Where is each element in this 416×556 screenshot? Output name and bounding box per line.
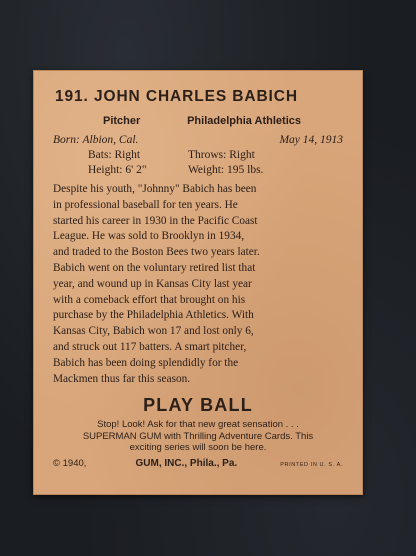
promo-line: SUPERMAN GUM with Thrilling Adventure Cards. This	[82, 430, 314, 442]
bats-throws-row	[53, 148, 343, 163]
bio-line: with a comeback effort that brought on his	[53, 293, 246, 306]
team: Philadelphia Athletics	[187, 115, 301, 127]
brand-heading: PLAY BALL	[143, 395, 253, 416]
height: Height: 6' 2"	[88, 164, 147, 176]
card-footer	[53, 458, 343, 469]
promo-line: exciting series will soon be here.	[129, 442, 267, 454]
bio-line: Kansas City, Babich won 17 and lost only 6,	[53, 325, 254, 338]
promo-text	[53, 419, 343, 454]
height-weight-row	[53, 163, 343, 178]
position-team-row	[53, 114, 343, 129]
birth-date: May 14, 1913	[279, 134, 343, 146]
bio-line: in professional baseball for ten years. He	[53, 198, 238, 211]
birthplace: Born: Albion, Cal.	[53, 134, 139, 146]
printed-notice: PRINTED IN U. S. A.	[280, 461, 343, 468]
baseball-card-back	[33, 70, 363, 495]
biography	[53, 182, 343, 387]
throws: Throws: Right	[188, 149, 255, 161]
bio-line: and struck out 117 batters. A smart pitcher,	[53, 340, 247, 353]
copyright: © 1940,	[53, 457, 87, 469]
bio-line: purchase by the Philadelphia Athletics. With	[53, 309, 254, 322]
bio-line: and traded to the Boston Bees two years later.	[53, 246, 260, 259]
card-title: 191. JOHN CHARLES BABICH	[55, 88, 298, 105]
weight: Weight: 195 lbs.	[188, 164, 264, 176]
bio-line: League. He was sold to Brooklyn in 1934,	[53, 230, 245, 243]
bio-line: Despite his youth, "Johnny" Babich has been	[53, 183, 257, 195]
position: Pitcher	[103, 115, 141, 127]
promo-line: Stop! Look! Ask for that new great sensation . . .	[97, 419, 299, 431]
bio-line: Mackmen thus far this season.	[53, 372, 191, 385]
bio-line: Babich went on the voluntary retired list that	[53, 261, 256, 274]
bio-line: Babich has been doing splendidly for the	[53, 356, 239, 369]
birth-row	[53, 133, 343, 148]
bio-line: started his career in 1930 in the Pacific Coast	[53, 214, 258, 227]
bats: Bats: Right	[88, 149, 141, 161]
publisher: GUM, INC., Phila., Pa.	[135, 457, 238, 469]
bio-line: year, and wound up in Kansas City last year	[53, 277, 252, 290]
